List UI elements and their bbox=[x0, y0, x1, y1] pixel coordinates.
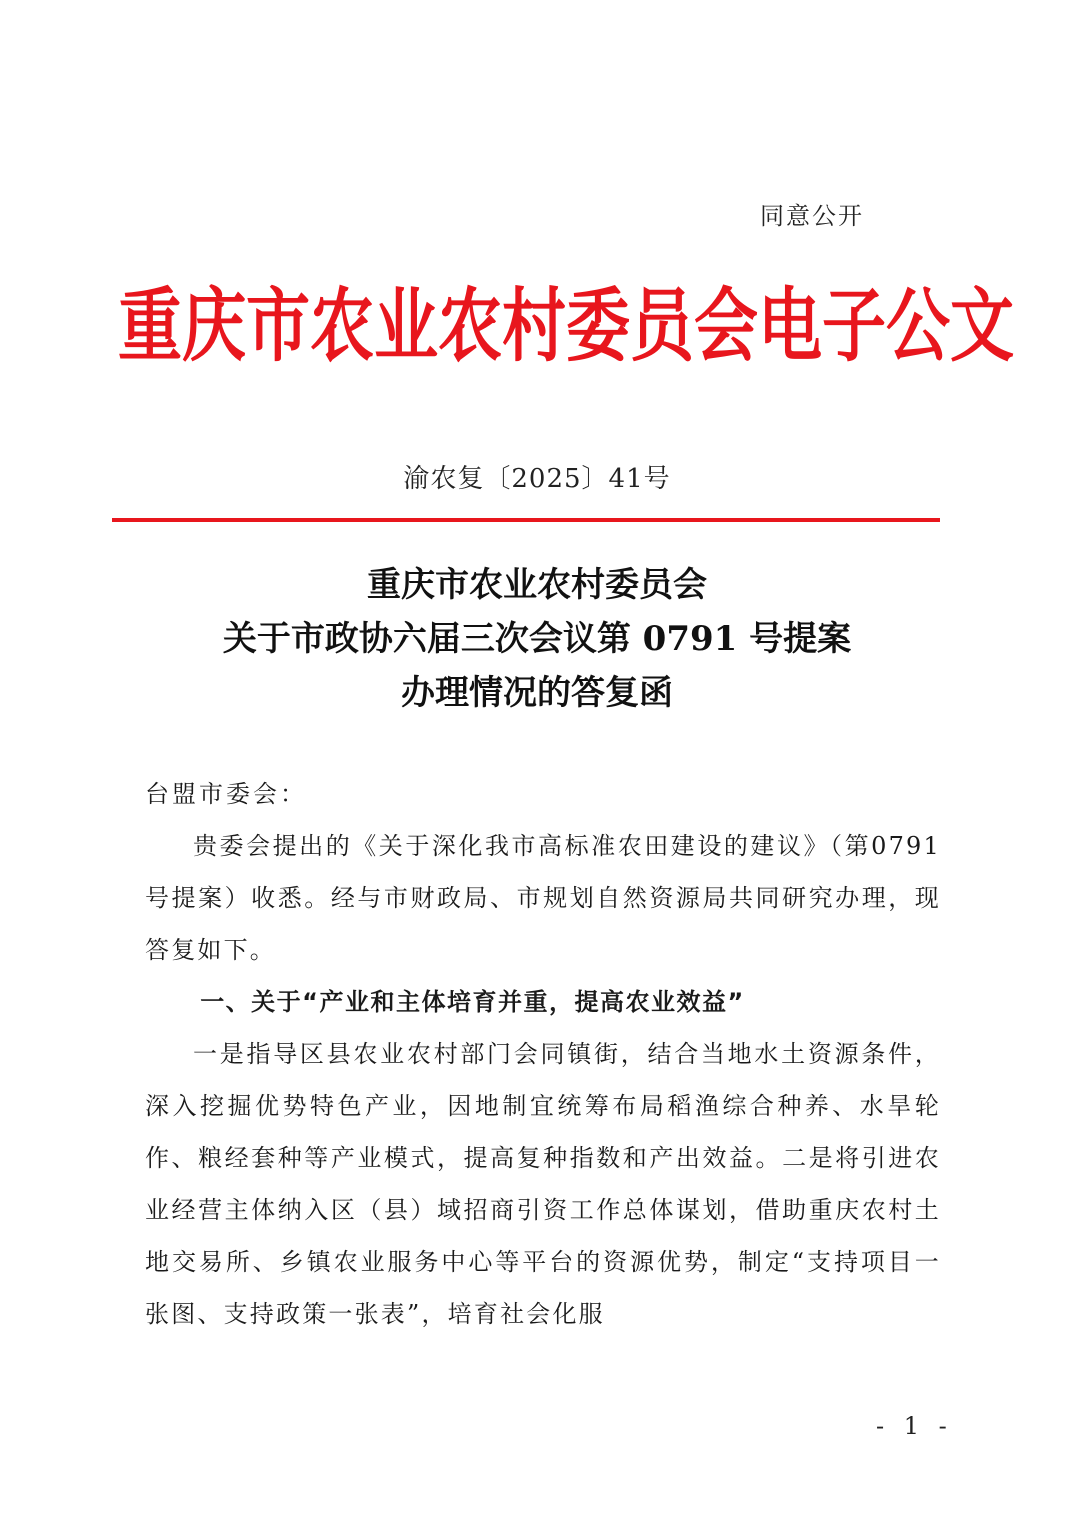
masthead: 重庆市农业农村委员会电子公文 bbox=[118, 280, 1014, 374]
body-paragraph-2: 一是指导区县农业农村部门会同镇街，结合当地水土资源条件，深入挖掘优势特色产业，因地制宜统筹布局稻渔综合种养、水旱轮作、粮经套种等产业模式，提高复种指数和产出效益。二是将引进农业经营主体纳入区（县）域招商引资工作总体谋划，借助重庆农村土地交易所、乡镇农业服务中心等平台的资源优势，制定“支持项目一张图、支持政策一张表”，培育社会化服 bbox=[145, 1040, 941, 1328]
body-paragraph-1: 贵委会提出的《关于深化我市高标准农田建设的建议》（第0791号提案）收悉。经与市财政局、市规划自然资源局共同研究办理，现答复如下。 bbox=[145, 832, 941, 964]
salutation: 台盟市委会： bbox=[145, 780, 307, 808]
title-line-3: 办理情况的答复函 bbox=[401, 673, 673, 713]
red-divider-line bbox=[112, 518, 940, 522]
disclosure-label: 同意公开 bbox=[760, 202, 864, 230]
title-line-2: 关于市政协六届三次会议第 0791 号提案 bbox=[222, 619, 852, 659]
title-line-1: 重庆市农业农村委员会 bbox=[367, 565, 707, 605]
section-heading-1: 一、关于“产业和主体培育并重，提高农业效益” bbox=[200, 988, 745, 1016]
page-number: - 1 - bbox=[876, 1412, 953, 1440]
document-number: 渝农复〔2025〕41号 bbox=[403, 464, 671, 494]
document-body bbox=[145, 820, 941, 1340]
document-title bbox=[0, 558, 1074, 720]
